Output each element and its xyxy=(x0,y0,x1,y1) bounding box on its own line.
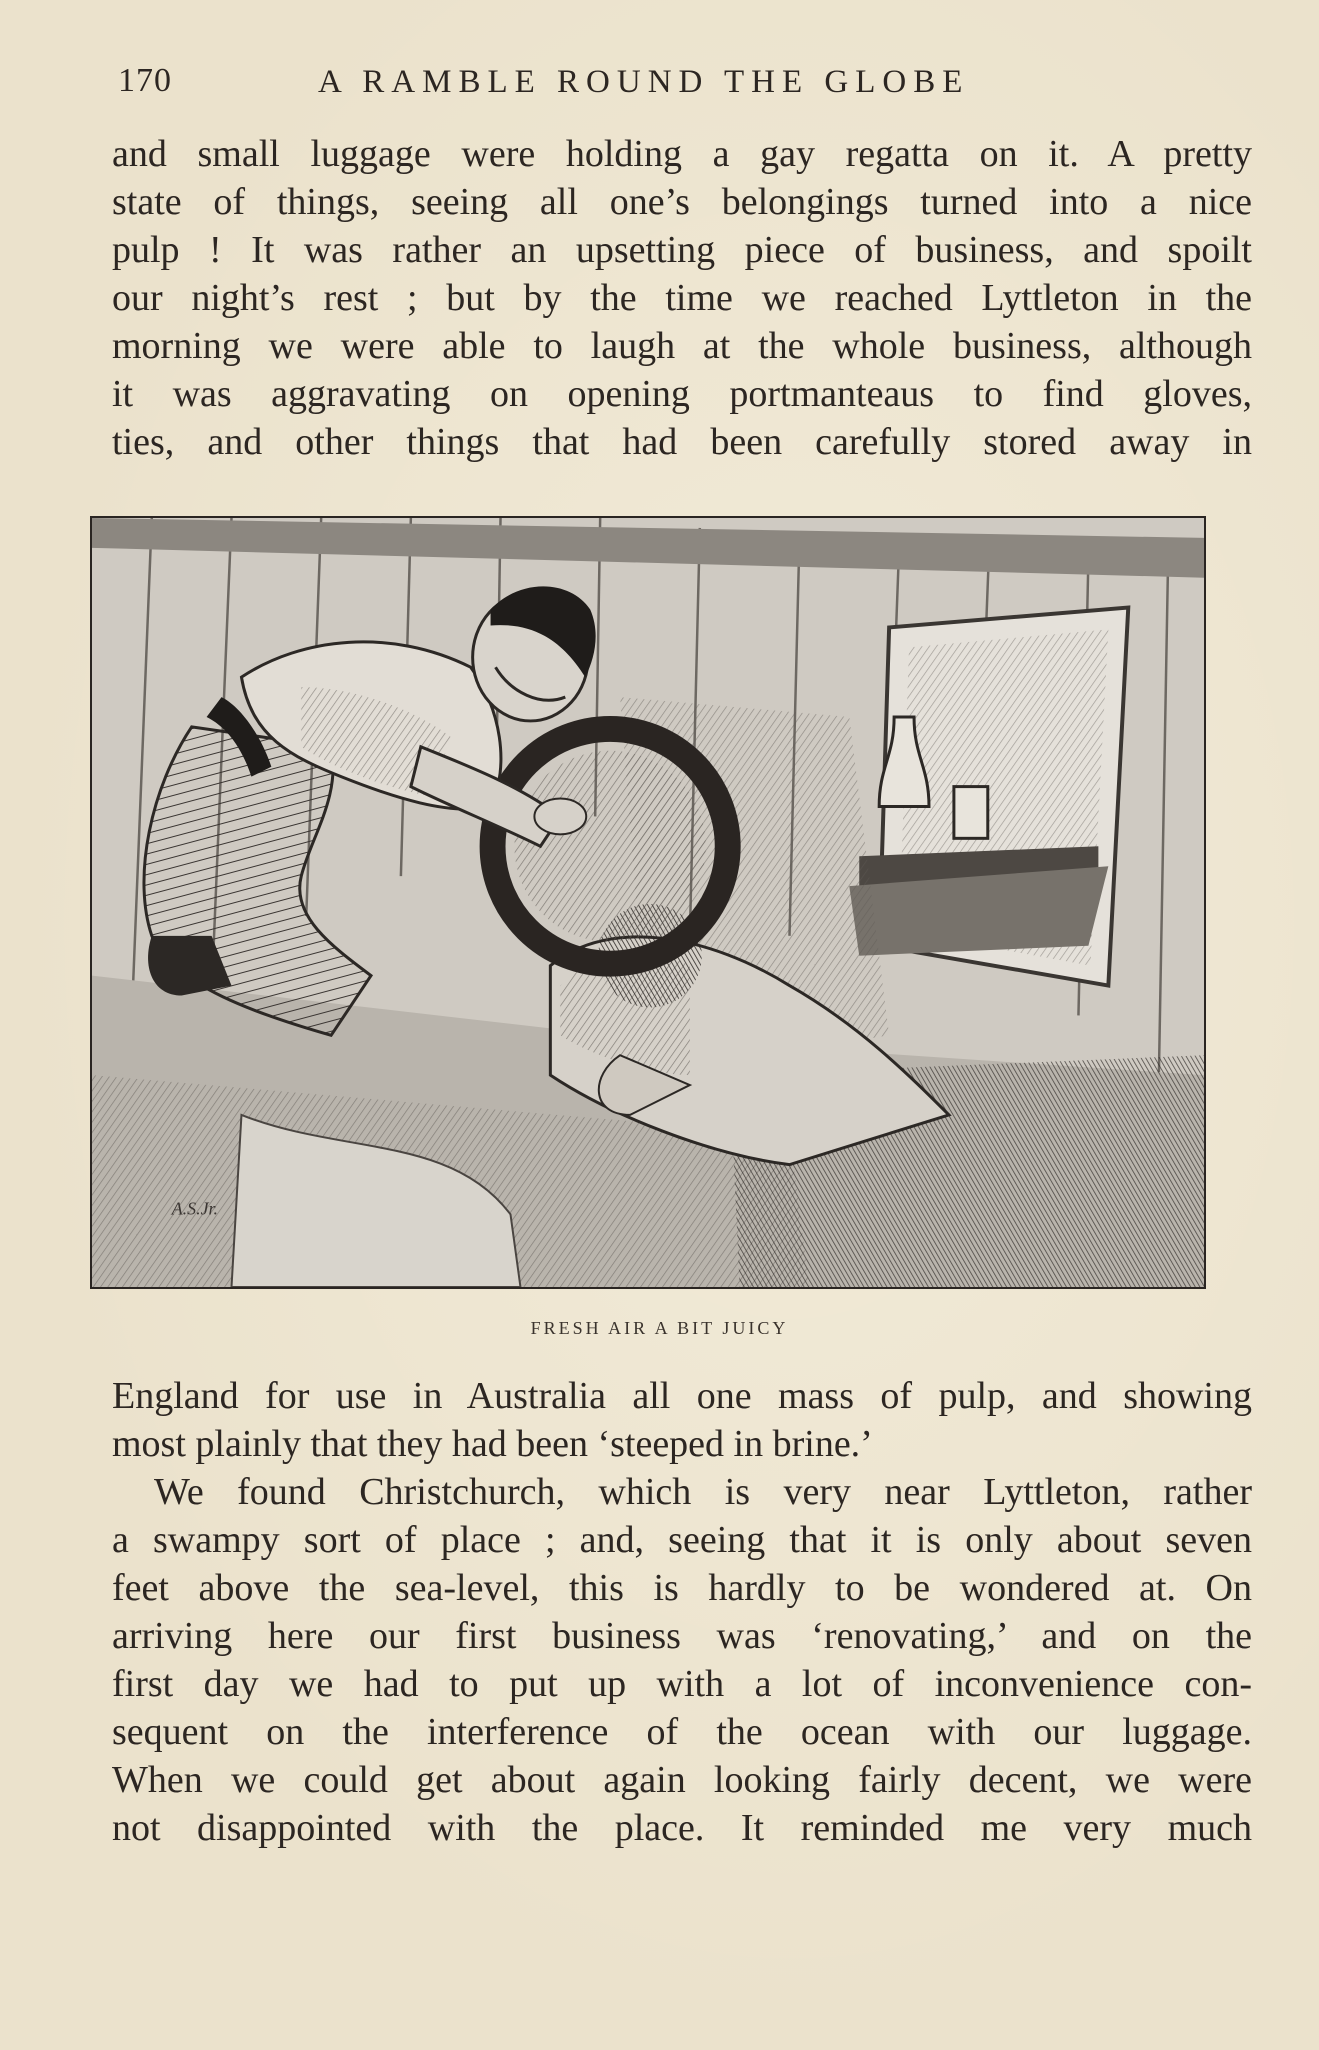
text-line: not disappointed with the place. It reminded me very much xyxy=(112,1807,1252,1849)
text-line: arriving here our first business was ‘renovating,’ and on the xyxy=(112,1615,1252,1657)
text-line: When we could get about again looking fairly decent, we were xyxy=(112,1759,1252,1801)
illustration-engraving xyxy=(92,518,1204,1287)
text-line: a swampy sort of place ; and, seeing that it is only about seven xyxy=(112,1519,1252,1561)
body-text-top xyxy=(112,130,1252,466)
illustration-signature: A.S.Jr. xyxy=(171,1198,219,1219)
body-text-bottom xyxy=(112,1372,1252,1852)
text-line: first day we had to put up with a lot of inconvenience con- xyxy=(112,1663,1252,1705)
text-line: We found Christchurch, which is very near Lyttleton, rather xyxy=(154,1471,1252,1513)
text-line: our night’s rest ; but by the time we reached Lyttleton in the xyxy=(112,277,1252,319)
text-line: most plainly that they had been ‘steeped in brine.’ xyxy=(112,1423,873,1465)
page-number: 170 xyxy=(118,62,172,99)
text-line: pulp ! It was rather an upsetting piece of business, and spoilt xyxy=(112,229,1252,271)
illustration xyxy=(90,516,1206,1289)
text-line: sequent on the interference of the ocean with our luggage. xyxy=(112,1711,1252,1753)
text-line: England for use in Australia all one mass of pulp, and showing xyxy=(112,1375,1252,1417)
text-line: ties, and other things that had been carefully stored away in xyxy=(112,421,1252,463)
text-line: morning we were able to laugh at the whole business, although xyxy=(112,325,1252,367)
text-line: it was aggravating on opening portmanteaus to find gloves, xyxy=(112,373,1252,415)
text-line: and small luggage were holding a gay regatta on it. A pretty xyxy=(112,133,1252,175)
text-line: feet above the sea-level, this is hardly to be wondered at. On xyxy=(112,1567,1252,1609)
running-head xyxy=(118,62,1178,112)
text-line: state of things, seeing all one’s belongings turned into a nice xyxy=(112,181,1252,223)
figure-caption: FRESH AIR A BIT JUICY xyxy=(530,1318,789,1338)
running-title: A RAMBLE ROUND THE GLOBE xyxy=(318,64,970,100)
